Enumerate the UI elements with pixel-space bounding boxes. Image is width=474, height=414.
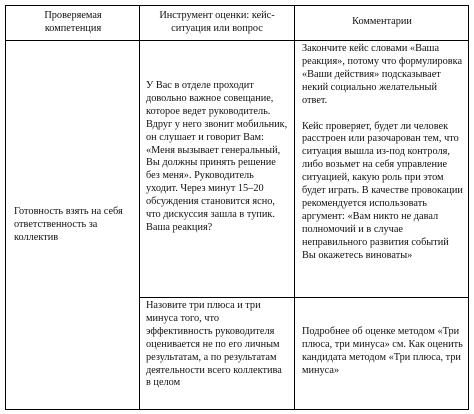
header-divider <box>6 40 468 41</box>
question-comment: Подробнее об оценке методом «Три плюса, три минуса» см. Как оценить кандидата методом «Три плюса, три минуса» <box>302 326 463 376</box>
header-competence: Проверяемая компетенция <box>44 10 102 34</box>
case-comment-paragraph-2: Кейс проверяет, будет ли человек расстроен или разочарован тем, что ситуация вышла из-под контроля, либо возьмет на себя управление ситуацией, какую роль при этом будет играть. В качестве провокации рекомендуется использовать аргумент: «Вам никто не давал полномочий и в случае неправильного развития событий Вы окажетесь виноваты» <box>302 120 463 261</box>
question-text: Назовите три плюса и три минуса того, что эффективность руководителя оценивается не по его личным результатам, а по результатам деятельности всего коллектива в целом <box>146 300 282 389</box>
column-divider <box>139 6 140 409</box>
case-comment <box>302 43 464 263</box>
row-divider <box>139 297 468 298</box>
column-divider <box>294 6 295 409</box>
competence-table <box>5 5 469 410</box>
competence-name: Готовность взять на себя ответственность за коллектив <box>14 206 123 243</box>
header-assessment-tool: Инструмент оценки: кейс-ситуация или вопрос <box>159 10 275 34</box>
case-comment-paragraph-1: Закончите кейс словами «Ваша реакция», потому что формулировка «Ваши действия» подсказывает некий социально желательный ответ. <box>302 43 463 106</box>
header-comments: Комментарии <box>352 16 412 27</box>
case-situation-text: У Вас в отделе проходит довольно важное совещание, которое ведет руководитель. Вдруг у него звонит мобильник, он слушает и говорит Вам: «Меня вызывает генеральный, Вы должны принять решение без меня». Руководитель уходит. Через минут 15–20 обсуждения становится ясно, что дискуссия зашла в тупик. Ваша реакция? <box>146 80 288 233</box>
